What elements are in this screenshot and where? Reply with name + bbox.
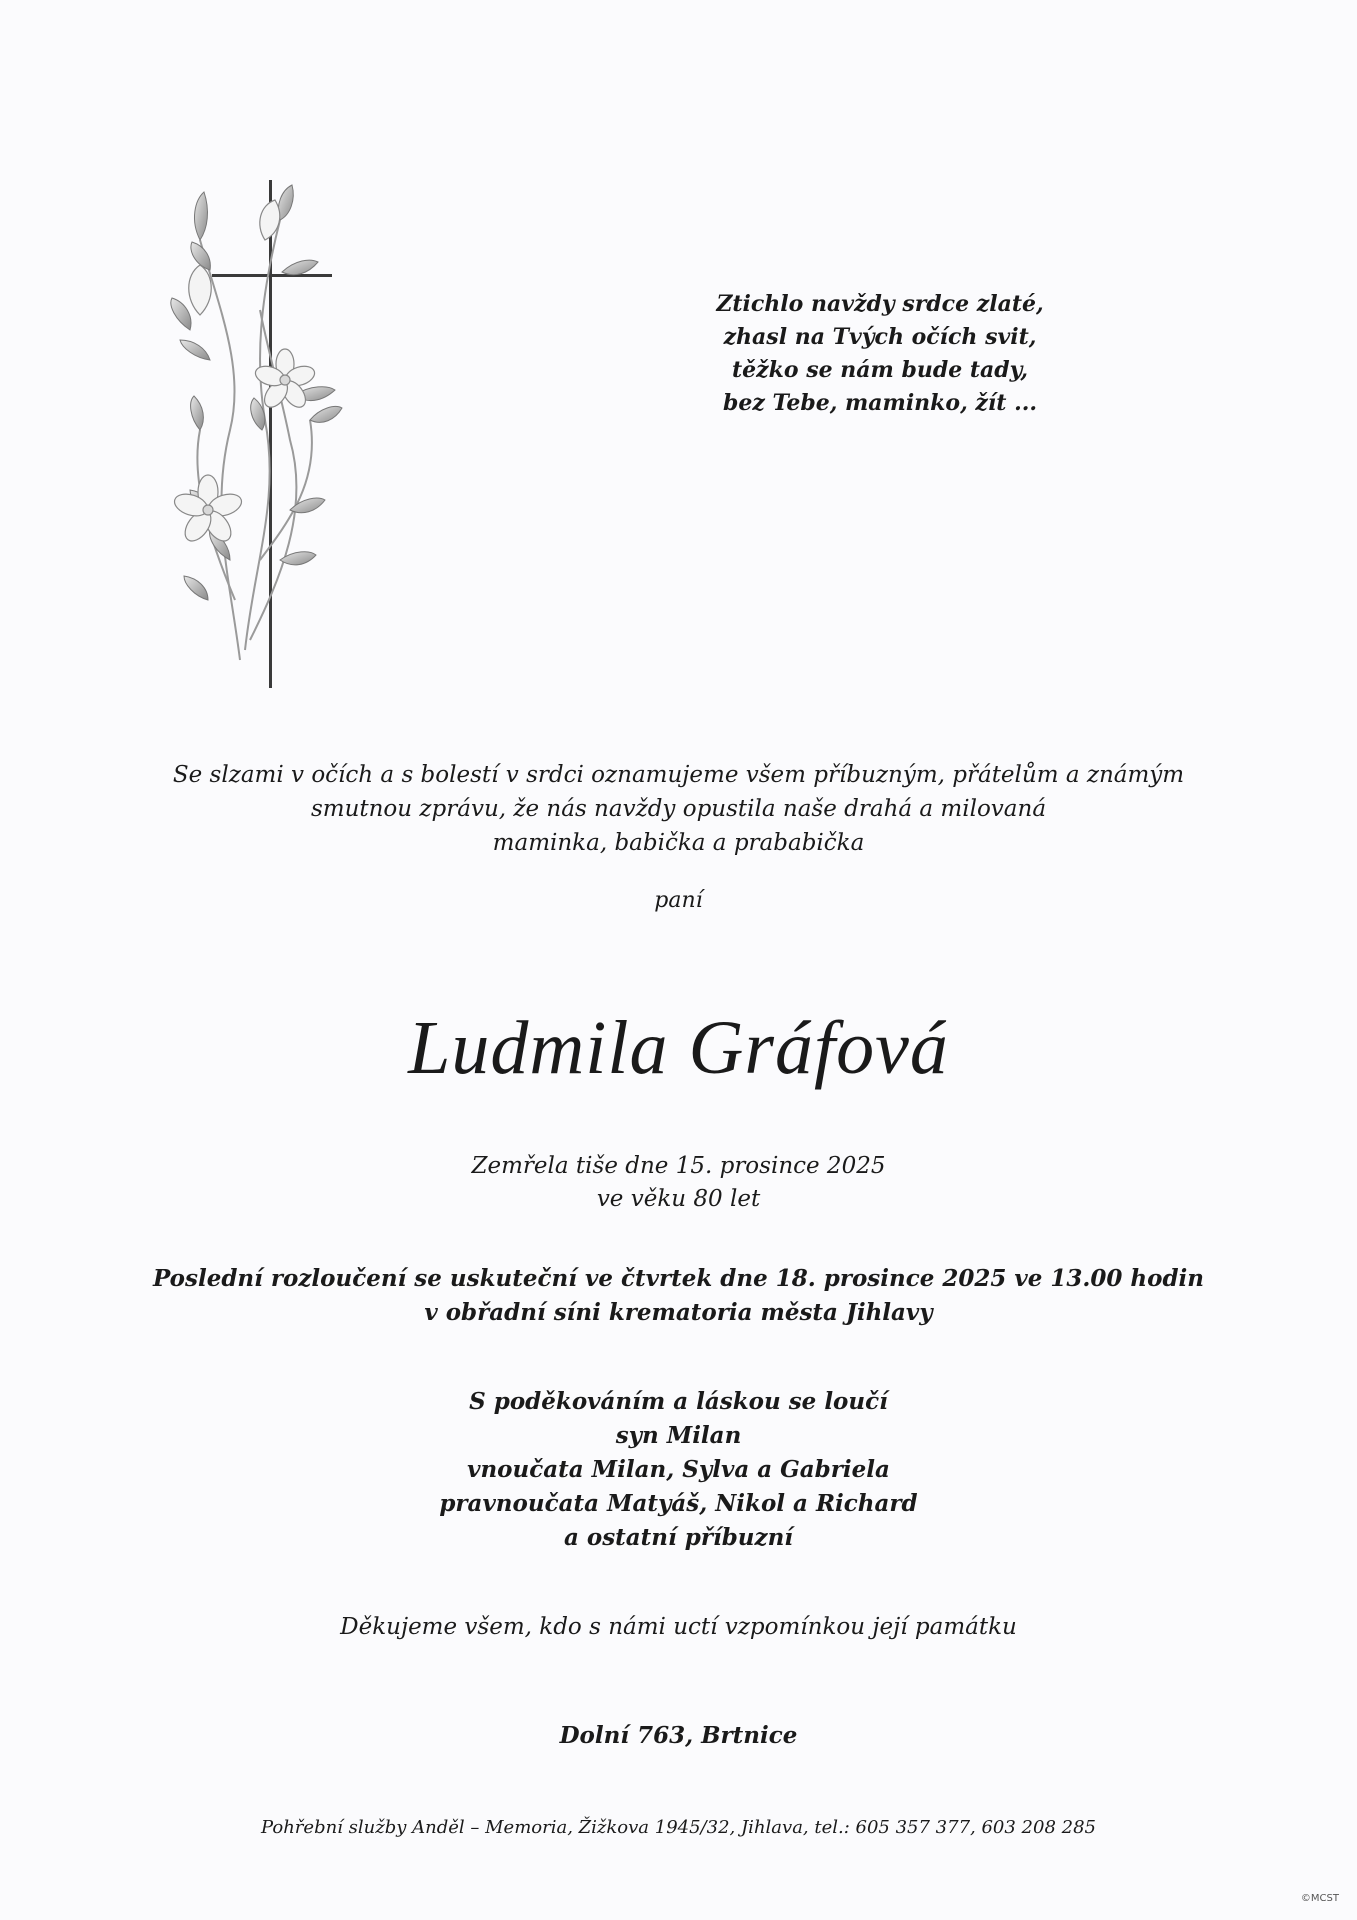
poem-line: Ztichlo navždy srdce zlaté, [716,291,1044,317]
poem-line: bez Tebe, maminko, žít ... [722,390,1038,416]
deceased-name: Ludmila Gráfová [408,1006,949,1090]
copyright-mark: ©MCST [1300,1893,1339,1904]
mourners-line: vnoučata Milan, Sylva a Gabriela [467,1456,890,1483]
announcement-line: smutnou zprávu, že nás navždy opustila naše drahá a milovaná [310,796,1047,822]
salutation: paní [654,888,703,913]
death-info-line: Zemřela tiše dne 15. prosince 2025 [471,1153,886,1179]
mourners-line: a ostatní příbuzní [563,1524,794,1551]
announcement [0,758,1357,860]
death-info-line: ve věku 80 let [596,1186,761,1212]
announcement-line: Se slzami v očích a s bolestí v srdci oznamujeme všem příbuzným, přátelům a známým [172,762,1185,788]
address: Dolní 763, Brtnice [559,1722,798,1749]
poem-line: těžko se nám bude tady, [731,357,1028,383]
poem-line: zhasl na Tvých očích svit, [723,324,1037,350]
mourners-line: syn Milan [615,1422,742,1449]
death-info [0,1150,1357,1216]
mourners-line: S poděkováním a láskou se loučí [469,1388,888,1415]
thanks-text: Děkujeme všem, kdo s námi uctí vzpomínkou její památku [340,1614,1017,1640]
farewell-line: v obřadní síni krematoria města Jihlavy [424,1299,933,1326]
announcement-line: maminka, babička a prababička [492,830,865,856]
mourners [0,1385,1357,1555]
mourners-line: pravnoučata Matyáš, Nikol a Richard [439,1490,918,1517]
farewell-info [0,1262,1357,1330]
farewell-line: Poslední rozloučení se uskuteční ve čtvrtek dne 18. prosince 2025 ve 13.00 hodin [153,1265,1204,1292]
poem [690,288,1070,420]
funeral-service-footer: Pohřební služby Anděl – Memoria, Žižkova 1945/32, Jihlava, tel.: 605 357 377, 603 208 285 [261,1817,1096,1838]
cross-with-flowers-icon [170,180,370,690]
